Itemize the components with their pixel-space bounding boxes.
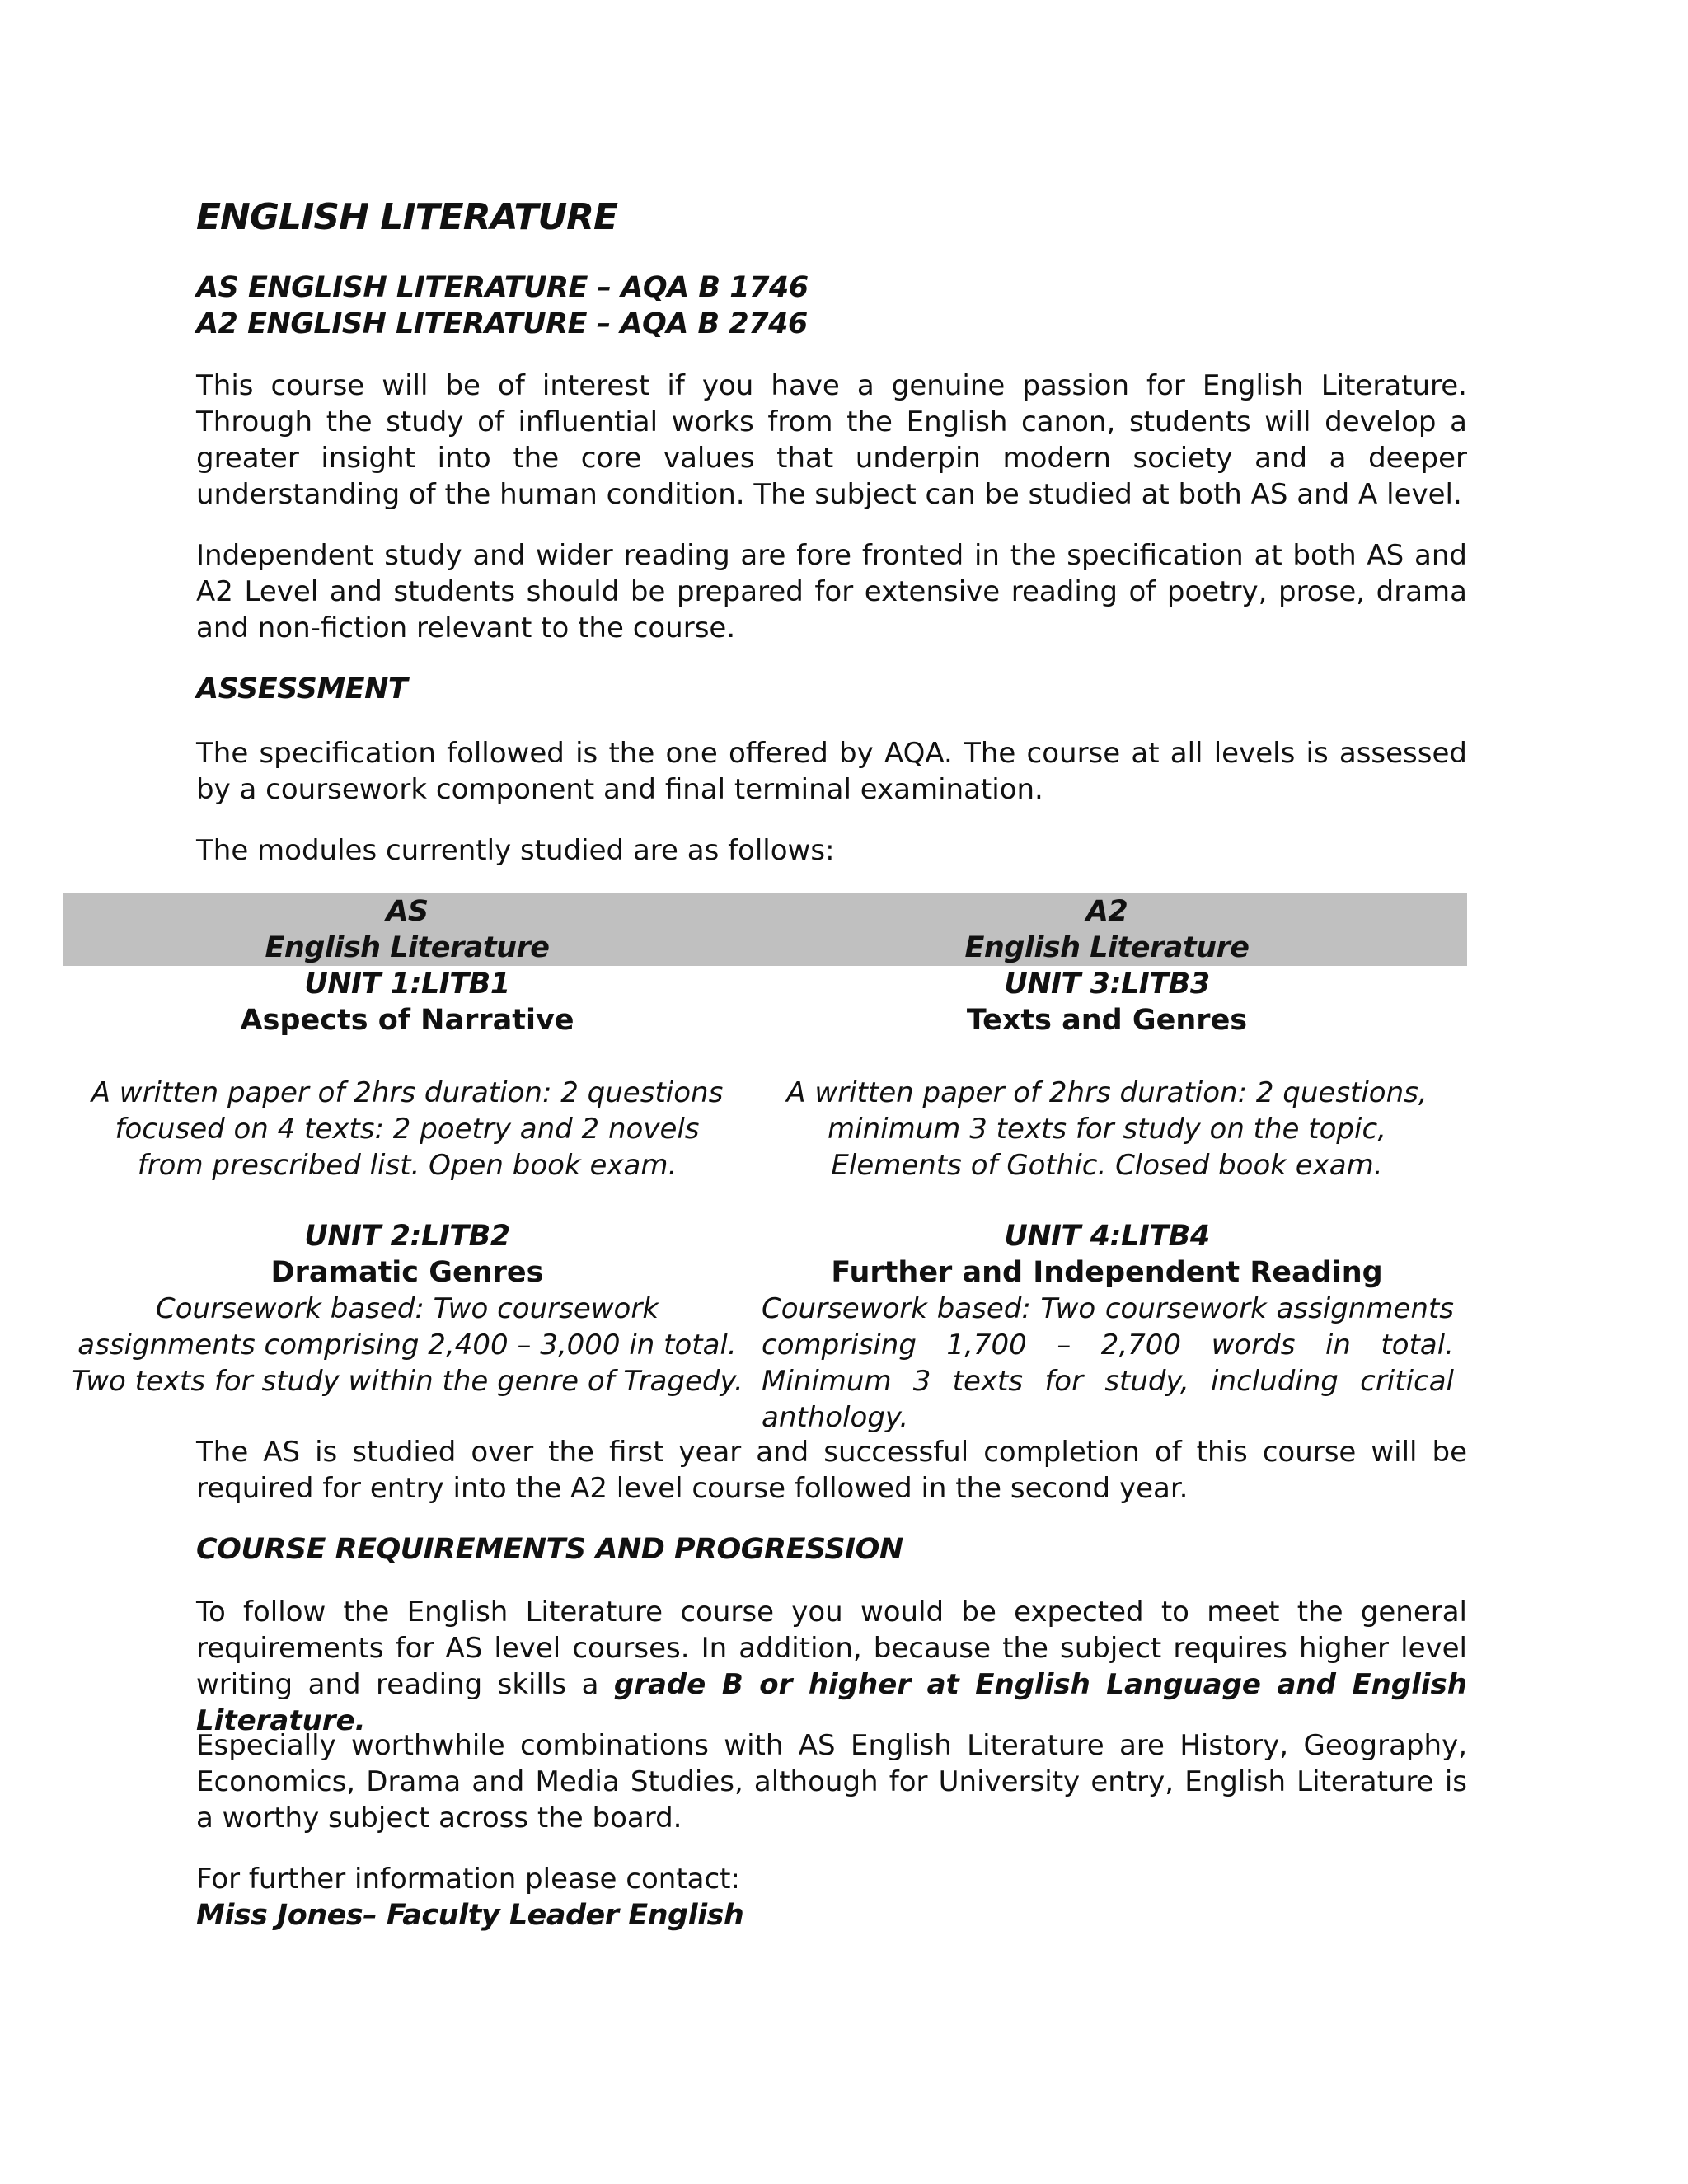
- contact-lead: For further information please contact:: [196, 1863, 740, 1896]
- page-title: ENGLISH LITERATURE: [196, 196, 618, 238]
- modules-intro: The modules currently studied are as follows:: [196, 834, 835, 867]
- as-course-code: AS ENGLISH LITERATURE – AQA B 1746: [196, 271, 809, 304]
- unit-3-title: Texts and Genres: [966, 1004, 1248, 1037]
- as-column-header: [63, 893, 752, 966]
- unit-2-title: Dramatic Genres: [270, 1256, 544, 1289]
- contact-name: Miss Jones– Faculty Leader English: [196, 1899, 744, 1932]
- combinations-paragraph: Especially worthwhile combinations with AS English Literature are History, Geography, Economics, Drama and Media Studies, although for University entry, English Literature is a worthy subject across the board.: [196, 1729, 1467, 1835]
- unit-2-code: UNIT 2:LITB2: [304, 1220, 510, 1253]
- unit-2-header: [63, 1218, 752, 1291]
- requirements-lead-text: To follow the English Literature course you would be expected to meet the general requirements for AS level courses. In addition, because the subject requires higher level writing and reading skills a: [196, 1596, 1467, 1701]
- a2-level-label: A2: [1085, 895, 1128, 928]
- a2-subject-label: English Literature: [964, 931, 1250, 964]
- a2-column-header: [752, 893, 1462, 966]
- unit-4-code: UNIT 4:LITB4: [1004, 1220, 1210, 1253]
- unit-3-header: [752, 966, 1462, 1038]
- unit-4-title: Further and Independent Reading: [831, 1256, 1383, 1289]
- as-subject-label: English Literature: [265, 931, 550, 964]
- assessment-heading: ASSESSMENT: [196, 673, 408, 705]
- grade-requirement: grade B or higher at English Language and English Literature.: [196, 1668, 1467, 1737]
- requirements-heading: COURSE REQUIREMENTS AND PROGRESSION: [196, 1533, 903, 1566]
- independent-study-paragraph: Independent study and wider reading are fore fronted in the specification at both AS and A2 Level and students should be prepared for extensive reading of poetry, prose, drama and non-fiction relevant to the course.: [196, 539, 1467, 644]
- unit-1-description: A written paper of 2hrs duration: 2 questions focused on 4 texts: 2 poetry and 2 novels from prescribed list. Open book exam.: [91, 1076, 724, 1182]
- progression-note: The AS is studied over the first year and successful completion of this course will be required for entry into the A2 level course followed in the second year.: [196, 1436, 1467, 1505]
- unit-3-description: A written paper of 2hrs duration: 2 questions, minimum 3 texts for study on the topic, Elements of Gothic. Closed book exam.: [786, 1076, 1428, 1182]
- unit-4-header: [752, 1218, 1462, 1291]
- as-level-label: AS: [386, 895, 429, 928]
- assessment-paragraph: The specification followed is the one offered by AQA. The course at all levels is assessed by a coursework component and final terminal examination.: [196, 737, 1467, 806]
- unit-3-code: UNIT 3:LITB3: [1004, 968, 1210, 1001]
- a2-course-code: A2 ENGLISH LITERATURE – AQA B 2746: [196, 307, 808, 340]
- unit-2-description: Coursework based: Two coursework assignments comprising 2,400 – 3,000 in total. Two texts for study within the genre of Tragedy.: [71, 1292, 743, 1398]
- requirements-paragraph: [196, 1594, 1467, 1739]
- unit-1-header: [63, 966, 752, 1038]
- course-codes: [196, 269, 1467, 342]
- intro-paragraph: This course will be of interest if you have a genuine passion for English Literature. Through the study of influential works from the English canon, students will develop a greater insight into the core values that underpin modern society and a deeper understanding of the human condition. The subject can be studied at both AS and A level.: [196, 369, 1467, 511]
- unit-1-title: Aspects of Narrative: [240, 1004, 574, 1037]
- unit-1-code: UNIT 1:LITB1: [304, 968, 510, 1001]
- unit-4-description: Coursework based: Two coursework assignments comprising 1,700 – 2,700 words in total. Minimum 3 texts for study, including critical anthology.: [762, 1292, 1454, 1434]
